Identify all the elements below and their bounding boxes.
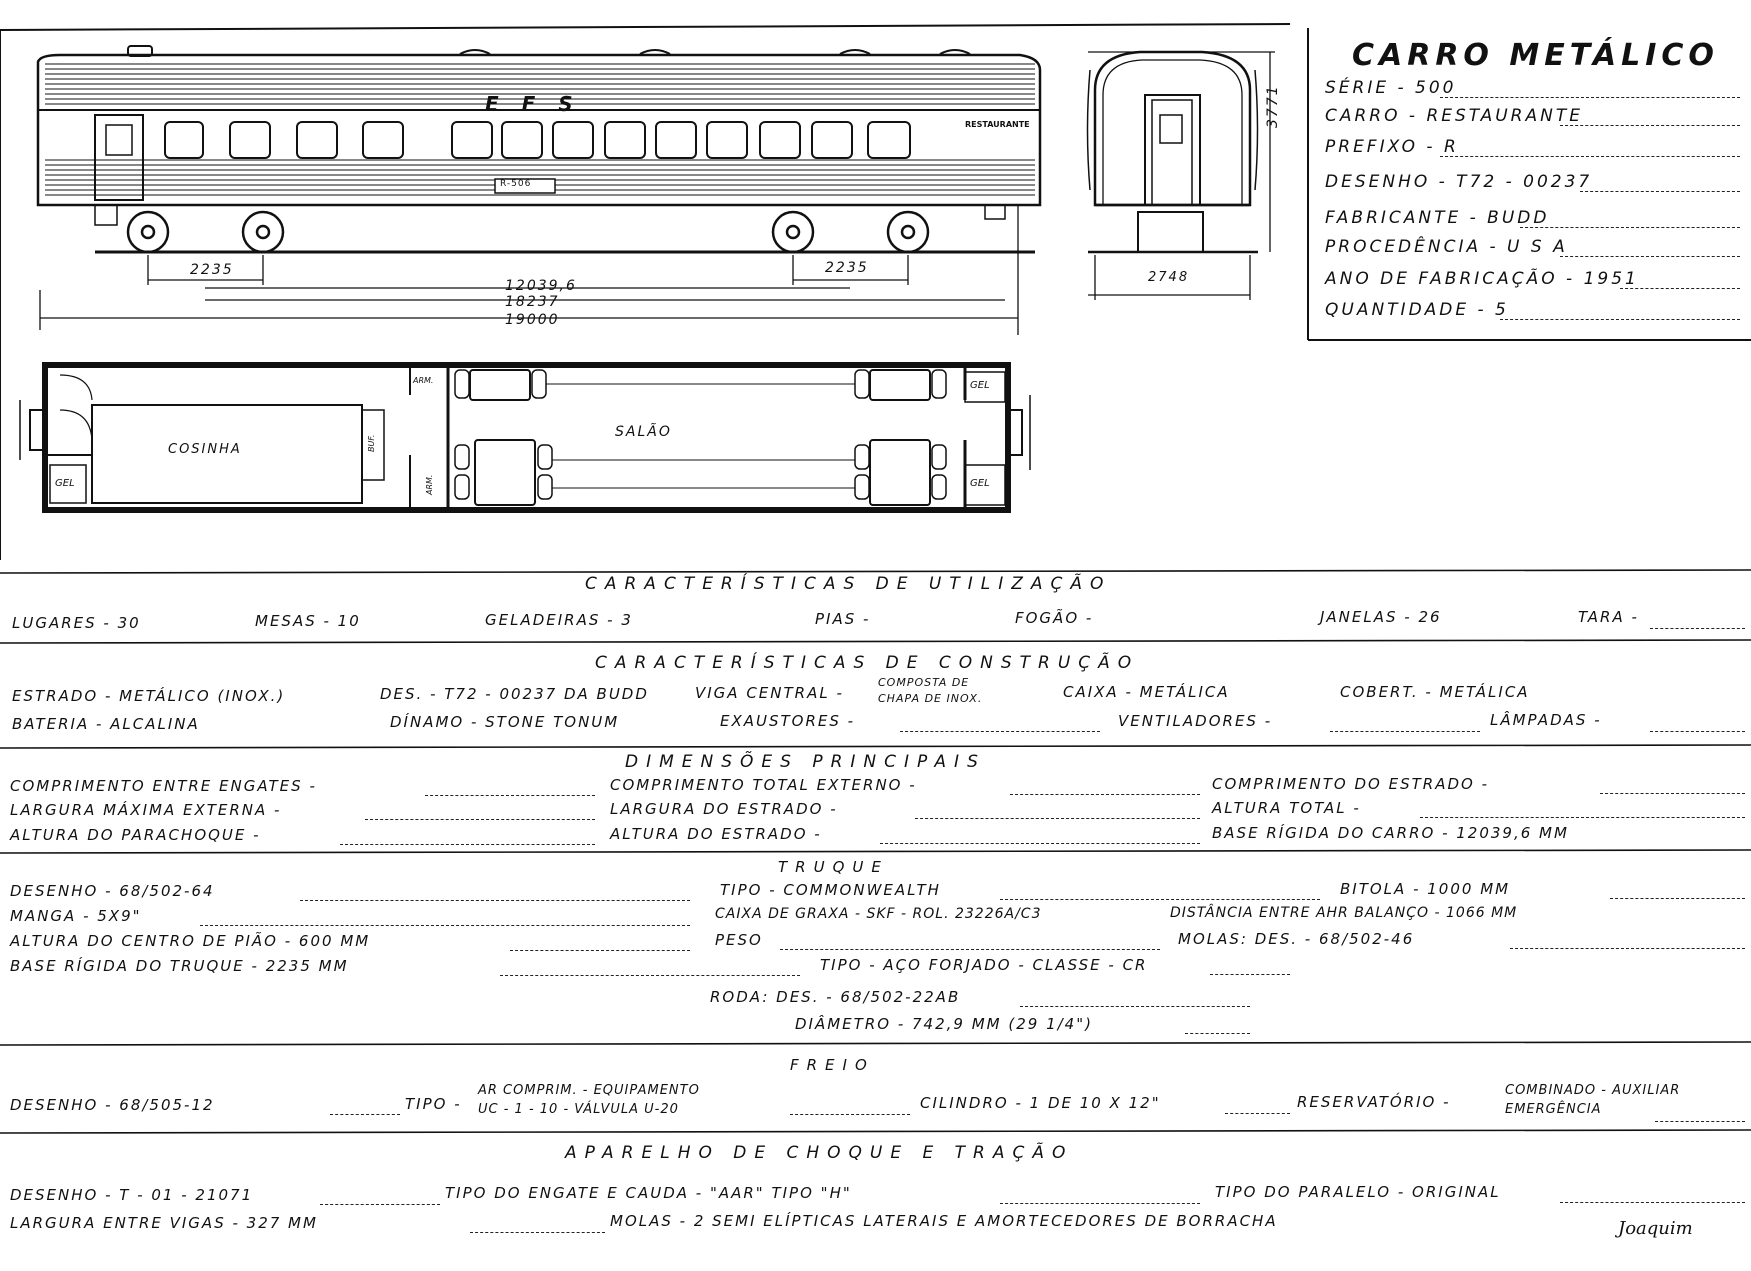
constr-viga-detail-1: COMPOSTA DE — [878, 676, 970, 689]
dim-comp-estrado: COMPRIMENTO DO ESTRADO - — [1212, 775, 1489, 793]
constr-exaustores: EXAUSTORES - — [720, 712, 856, 730]
dim-comp-engates: COMPRIMENTO ENTRE ENGATES - — [10, 777, 317, 795]
dim-end-height: 3771 — [1265, 84, 1281, 128]
dim-largura-max: LARGURA MÁXIMA EXTERNA - — [10, 801, 282, 819]
choque-tipo-paralelo: TIPO DO PARALELO - ORIGINAL — [1215, 1183, 1501, 1201]
signature: Joaquim — [1618, 1218, 1693, 1239]
truque-manga: MANGA - 5X9" — [10, 907, 142, 925]
choque-desenho: DESENHO - T - 01 - 21071 — [10, 1186, 254, 1204]
heading-utilizacao: CARACTERÍSTICAS DE UTILIZAÇÃO — [585, 574, 1112, 594]
freio-cilindro: CILINDRO - 1 DE 10 X 12" — [920, 1094, 1161, 1112]
freio-tipo-label: TIPO - — [405, 1095, 462, 1113]
end-view — [1088, 52, 1276, 300]
util-pias: PIAS - — [815, 610, 871, 628]
constr-estrado: ESTRADO - METÁLICO (INOX.) — [12, 687, 286, 705]
plan-buffet: BUF. — [367, 434, 376, 452]
choque-largura-vigas: LARGURA ENTRE VIGAS - 327 MM — [10, 1214, 318, 1232]
dim-largura-estrado: LARGURA DO ESTRADO - — [610, 800, 838, 818]
dim-rigid-base: 12039,6 — [505, 278, 577, 294]
title-block-prefixo: PREFIXO - R — [1325, 137, 1459, 157]
truque-tipo-aco: TIPO - AÇO FORJADO - CLASSE - CR — [820, 956, 1148, 974]
heading-construcao: CARACTERÍSTICAS DE CONSTRUÇÃO — [595, 653, 1140, 673]
plan-armario-bottom: ARM. — [425, 474, 434, 495]
title-block-ano: ANO DE FABRICAÇÃO - 1951 — [1325, 269, 1639, 289]
plan-gel-right-bottom: GEL — [970, 478, 990, 489]
plan-gel-right-top: GEL — [970, 380, 990, 391]
util-tara: TARA - — [1578, 608, 1639, 626]
truque-tipo: TIPO - COMMONWEALTH — [720, 881, 941, 899]
choque-tipo-engate: TIPO DO ENGATE E CAUDA - "AAR" TIPO "H" — [445, 1184, 852, 1202]
title-block-carro: CARRO - RESTAURANTE — [1325, 106, 1583, 126]
roof-letters: E F S — [485, 92, 581, 116]
plan-armario-top: ARM. — [413, 376, 434, 385]
dim-altura-parachoque: ALTURA DO PARACHOQUE - — [10, 826, 261, 844]
constr-ventiladores: VENTILADORES - — [1118, 712, 1273, 730]
dim-comp-total: COMPRIMENTO TOTAL EXTERNO - — [610, 776, 917, 794]
dim-altura-total: ALTURA TOTAL - — [1212, 799, 1361, 817]
dim-end-width: 2748 — [1148, 270, 1190, 285]
title-block-title: CARRO METÁLICO — [1352, 38, 1719, 73]
util-janelas: JANELAS - 26 — [1320, 608, 1442, 626]
truque-roda: RODA: DES. - 68/502-22AB — [710, 988, 961, 1006]
truque-desenho: DESENHO - 68/502-64 — [10, 882, 215, 900]
title-block-desenho: DESENHO - T72 - 00237 — [1325, 172, 1593, 192]
car-number: R-506 — [500, 179, 532, 189]
dim-truck-right: 2235 — [825, 260, 869, 276]
freio-desenho: DESENHO - 68/505-12 — [10, 1096, 215, 1114]
util-geladeiras: GELADEIRAS - 3 — [485, 611, 633, 629]
heading-choque: APARELHO DE CHOQUE E TRAÇÃO — [565, 1143, 1074, 1163]
truque-peso: PESO — [715, 931, 763, 949]
plan-kitchen: COSINHA — [168, 442, 242, 457]
plan-gel-left: GEL — [55, 478, 75, 489]
truque-base-rigida: BASE RÍGIDA DO TRUQUE - 2235 MM — [10, 957, 349, 975]
constr-dinamo: DÍNAMO - STONE TONUM — [390, 713, 620, 731]
heading-freio: FREIO — [790, 1056, 875, 1074]
heading-dimensoes: DIMENSÕES PRINCIPAIS — [625, 752, 986, 772]
freio-tipo-line1: AR COMPRIM. - EQUIPAMENTO — [478, 1083, 700, 1098]
constr-bateria: BATERIA - ALCALINA — [12, 715, 200, 733]
util-lugares: LUGARES - 30 — [12, 614, 141, 632]
title-block-fabricante: FABRICANTE - BUDD — [1325, 208, 1550, 228]
car-label: RESTAURANTE — [965, 120, 1030, 129]
truque-altura-piao: ALTURA DO CENTRO DE PIÃO - 600 MM — [10, 932, 371, 950]
constr-viga: VIGA CENTRAL - — [695, 684, 844, 702]
dim-altura-estrado: ALTURA DO ESTRADO - — [610, 825, 822, 843]
util-mesas: MESAS - 10 — [255, 612, 361, 630]
floor-plan — [20, 362, 1030, 513]
title-block-serie: SÉRIE - 500 — [1325, 78, 1457, 98]
dim-body: 18237 — [505, 294, 560, 310]
constr-lampadas: LÂMPADAS - — [1490, 711, 1602, 729]
truque-bitola: BITOLA - 1000 MM — [1340, 880, 1511, 898]
truque-caixa-graxa: CAIXA DE GRAXA - SKF - ROL. 23226A/C3 — [715, 906, 1042, 922]
constr-caixa: CAIXA - METÁLICA — [1063, 683, 1230, 701]
choque-molas: MOLAS - 2 SEMI ELÍPTICAS LATERAIS E AMORTECEDORES DE BORRACHA — [610, 1212, 1278, 1230]
freio-reservatorio-line1: COMBINADO - AUXILIAR — [1505, 1083, 1681, 1098]
freio-tipo-line2: UC - 1 - 10 - VÁLVULA U-20 — [478, 1102, 679, 1117]
truque-diametro: DIÂMETRO - 742,9 MM (29 1/4") — [795, 1015, 1093, 1033]
constr-viga-detail-2: CHAPA DE INOX. — [878, 692, 983, 705]
constr-cobert: COBERT. - METÁLICA — [1340, 683, 1530, 701]
heading-truque: TRUQUE — [778, 858, 889, 876]
truque-molas: MOLAS: DES. - 68/502-46 — [1178, 930, 1415, 948]
dim-truck-left: 2235 — [190, 262, 234, 278]
truque-distancia: DISTÂNCIA ENTRE AHR BALANÇO - 1066 MM — [1170, 905, 1518, 921]
freio-reservatorio: RESERVATÓRIO - — [1297, 1093, 1451, 1111]
plan-salon: SALÃO — [615, 424, 672, 440]
title-block-procedencia: PROCEDÊNCIA - U S A — [1325, 237, 1568, 257]
util-fogao: FOGÃO - — [1015, 609, 1094, 627]
dim-base-rigida: BASE RÍGIDA DO CARRO - 12039,6 MM — [1212, 824, 1569, 842]
constr-des: DES. - T72 - 00237 DA BUDD — [380, 685, 649, 703]
title-block-quantidade: QUANTIDADE - 5 — [1325, 300, 1509, 320]
dim-total: 19000 — [505, 312, 560, 328]
freio-reservatorio-line2: EMERGÊNCIA — [1505, 1102, 1602, 1117]
